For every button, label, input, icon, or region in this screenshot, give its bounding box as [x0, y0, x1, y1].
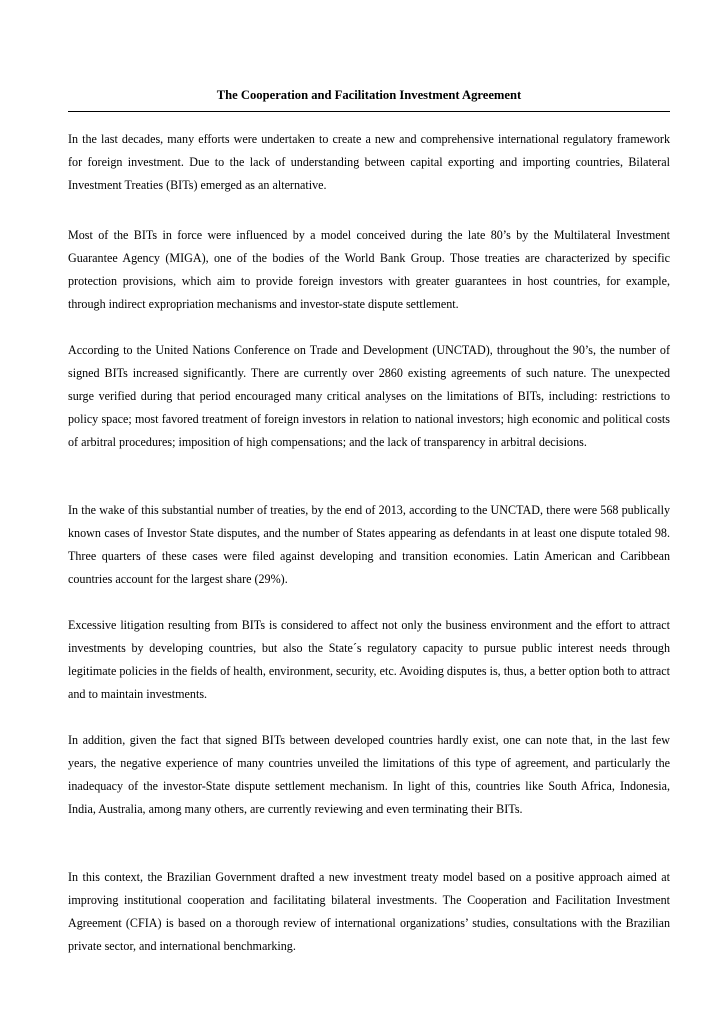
paragraph-3: According to the United Nations Conference on Trade and Development (UNCTAD), throughout the 90’s, the number of signed BITs increased significantly. There are currently over 2860 existing agreements of such nature. The unexpected surge verified during that period encouraged many critical analyses on the limitations of BITs, including: restrictions to policy space; most favored treatment of foreign investors in relation to national investors; high economic and political costs of arbitral procedures; imposition of high compensations; and the lack of transparency in arbitral decisions. — [68, 343, 670, 449]
paragraph-6: In addition, given the fact that signed BITs between developed countries hardly exist, one can note that, in the last few years, the negative experience of many countries unveiled the limitations of this type of agreement, and particularly the inadequacy of the investor-State dispute settlement mechanism. In light of this, countries like South Africa, Indonesia, India, Australia, among many others, are currently reviewing and even terminating their BITs. — [68, 733, 670, 816]
paragraph-4: In the wake of this substantial number of treaties, by the end of 2013, according to the UNCTAD, there were 568 publically known cases of Investor State disputes, and the number of States appearing as defendants in at least one dispute totaled 98. Three quarters of these cases were filed against developing and transition economies. Latin American and Caribbean countries account for the largest share (29%). — [68, 503, 670, 586]
page-title: The Cooperation and Facilitation Investment Agreement — [216, 88, 522, 102]
paragraph-1: In the last decades, many efforts were undertaken to create a new and comprehensive international regulatory framework for foreign investment. Due to the lack of understanding between capital exporting and importing countries, Bilateral Investment Treaties (BITs) emerged as an alternative. — [68, 132, 670, 192]
title-divider — [68, 111, 670, 112]
paragraph-7: In this context, the Brazilian Government drafted a new investment treaty model based on a positive approach aimed at improving institutional cooperation and facilitating bilateral investments. The Cooperation and Facilitation Investment Agreement (CFIA) is based on a thorough review of international organizations’ studies, consultations with the Brazilian private sector, and international benchmarking. — [68, 870, 670, 953]
paragraph-5: Excessive litigation resulting from BITs is considered to affect not only the business environment and the effort to attract investments by developing countries, but also the State´s regulatory capacity to pursue public interest needs through legitimate policies in the fields of health, environment, security, etc. Avoiding disputes is, thus, a better option both to attract and to maintain investments. — [68, 618, 670, 701]
paragraph-2: Most of the BITs in force were influenced by a model conceived during the late 80’s by the Multilateral Investment Guarantee Agency (MIGA), one of the bodies of the World Bank Group. Those treaties are characterized by specific protection provisions, which aim to provide foreign investors with greater guarantees in host countries, for example, through indirect expropriation mechanisms and investor-state dispute settlement. — [68, 228, 670, 311]
